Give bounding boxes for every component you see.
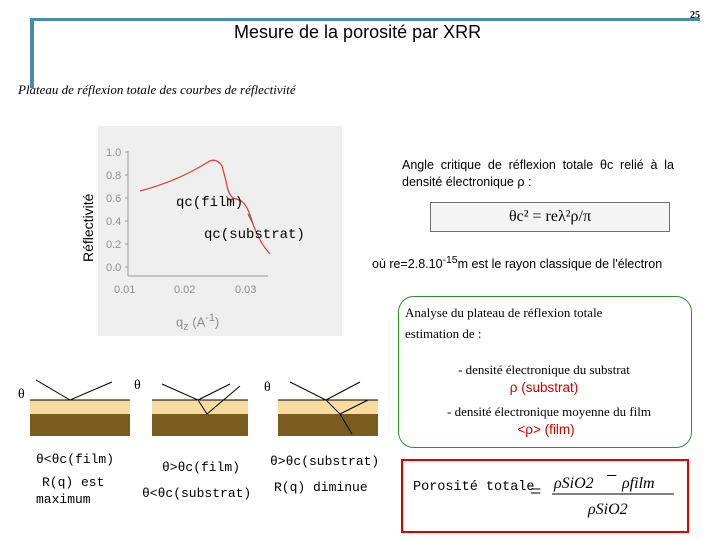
reflection-diagrams: [0, 370, 400, 440]
x-tick-0.01: 0.01: [114, 284, 136, 296]
theta-symbol-1: θ: [18, 387, 25, 402]
theta-symbol-3: θ: [264, 380, 271, 395]
y-tick-labels: [106, 147, 121, 274]
y-tick-0.4: 0.4: [106, 216, 122, 228]
ray-1: [36, 380, 112, 400]
qc-film-label: qc(film): [176, 195, 244, 211]
y-tick-0.6: 0.6: [106, 193, 122, 205]
condition-3-result: R(q) diminue: [274, 480, 368, 495]
density-substrat-symbol: ρ (substrat): [509, 380, 579, 395]
condition-3-angle: θ>θc(substrat): [270, 454, 380, 469]
section-subtitle: Plateau de réflexion totale des courbes de réflectivité: [18, 82, 296, 97]
re-text-part2: m est le rayon classique de l'électron: [457, 257, 663, 272]
x-axis-label: [176, 312, 219, 333]
substrate-layer-3: [278, 414, 378, 436]
title-frame-top-bar: [30, 18, 700, 21]
critical-angle-formula: θc² = reλ²ρ/π: [430, 202, 670, 232]
title-frame-left-bar: [30, 18, 34, 88]
porosity-formula: [528, 466, 682, 524]
diagram-substrate-penetration: [278, 382, 378, 436]
analysis-heading: [405, 302, 602, 344]
x-axis-label-exp: -1: [205, 312, 215, 324]
film-layer-1: [30, 400, 130, 414]
film-layer-2: [152, 400, 248, 414]
x-tick-0.02: 0.02: [174, 284, 196, 296]
analysis-line-1: Analyse du plateau de réflexion totale: [405, 305, 603, 320]
qc-substrat-label: qc(substrat): [204, 227, 305, 243]
diagram-total-reflection: [30, 380, 130, 436]
theta-symbol-2: θ: [134, 378, 141, 393]
critical-angle-description: Angle critique de réflexion totale θc relié à la densité électronique ρ :: [402, 158, 674, 189]
substrate-layer-2: [152, 414, 248, 436]
x-axis-label-q: q: [176, 314, 184, 330]
porosity-numerator-right: ρfilm: [622, 475, 655, 492]
y-axis-label: Réflectivité: [80, 193, 96, 262]
x-tick-labels: [114, 284, 256, 296]
porosity-equals: =: [530, 481, 542, 503]
page-number: 25: [690, 10, 700, 21]
y-tick-0.8: 0.8: [106, 170, 122, 182]
porosity-label: Porosité totale: [413, 480, 535, 495]
re-text-exponent: -15: [442, 255, 458, 266]
condition-2-angle-2: θ<θc(substrat): [142, 486, 252, 501]
x-tick-0.03: 0.03: [235, 284, 257, 296]
substrate-layer-1: [30, 414, 130, 436]
condition-2-angle: θ>θc(film): [162, 460, 241, 475]
slide-title: Mesure de la porosité par XRR: [234, 22, 482, 42]
density-film-symbol: <ρ> (film): [517, 422, 575, 437]
y-tick-0.2: 0.2: [106, 239, 122, 251]
condition-1-angle: θ<θc(film): [36, 452, 115, 467]
y-tick-0.0: 0.0: [106, 262, 122, 274]
porosity-numerator-left: ρSiO2: [554, 475, 594, 492]
porosity-denominator: ρSiO2: [588, 501, 628, 518]
condition-1-result-2: maximum: [36, 492, 91, 507]
density-substrat-label: - densité électronique du substrat: [458, 362, 630, 377]
density-film-label: - densité électronique moyenne du film: [447, 404, 651, 419]
x-axis-label-unit: (A: [192, 314, 206, 330]
diagram-film-penetration: [152, 384, 248, 436]
y-tick-1.0: 1.0: [106, 147, 122, 159]
x-axis-label-close: ): [214, 314, 220, 330]
analysis-line-2: estimation de :: [405, 326, 482, 341]
porosity-minus: −: [606, 466, 618, 487]
condition-1-result: R(q) est: [42, 475, 105, 490]
x-axis-label-sub: z: [183, 320, 189, 333]
re-text-part1: où re=2.8.10: [372, 257, 443, 272]
electron-radius-note: [372, 252, 692, 273]
